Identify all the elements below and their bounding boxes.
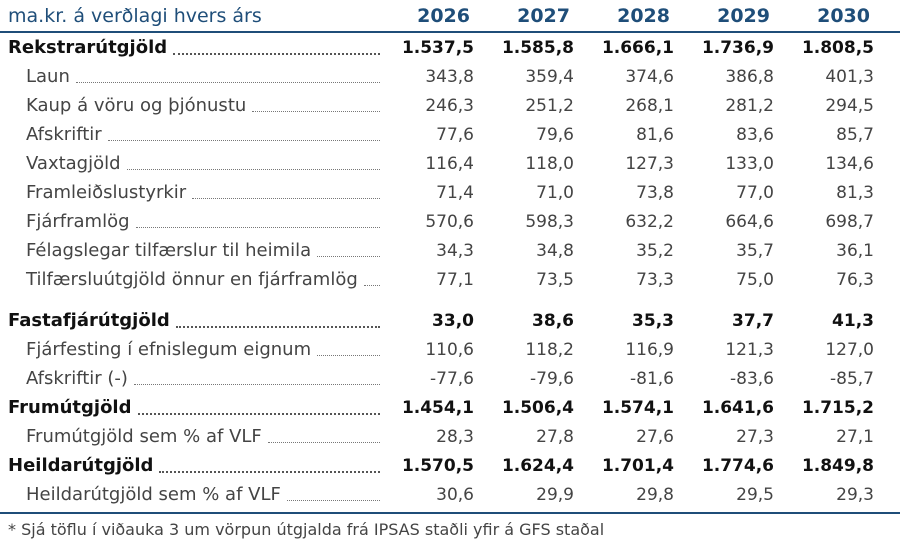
value-cell: 598,3 [525, 211, 574, 232]
value-cell: 27,3 [736, 426, 774, 447]
value-cell: 386,8 [725, 66, 774, 87]
value-cell: 134,6 [825, 153, 874, 174]
row-label [0, 240, 384, 261]
dot-leader [252, 111, 380, 112]
value-cell: 1.736,9 [701, 37, 774, 58]
value-cell: 81,3 [836, 182, 874, 203]
dot-leader [127, 169, 380, 170]
row-label-text: Fjárfesting í efnislegum eignum [26, 339, 312, 360]
value-cell: 77,0 [736, 182, 774, 203]
value-cell: 1.666,1 [601, 37, 674, 58]
value-cell: 83,6 [736, 124, 774, 145]
value-cell: 27,1 [836, 426, 874, 447]
value-cell: 1.537,5 [401, 37, 474, 58]
table-row-total [0, 451, 900, 480]
row-label [0, 426, 384, 447]
dot-leader [176, 326, 380, 328]
dot-leader [134, 384, 380, 385]
value-cell: 1.624,4 [501, 455, 574, 476]
row-label [0, 66, 384, 87]
row-label-text: Frumútgjöld [8, 397, 132, 418]
value-cell: 343,8 [425, 66, 474, 87]
value-cell: 1.808,5 [801, 37, 874, 58]
table-row [0, 236, 900, 265]
row-label [0, 397, 384, 418]
footnote: * Sjá töflu í viðauka 3 um vörpun útgjalda frá IPSAS staðli yfir á GFS staðal [8, 520, 605, 539]
row-label [0, 95, 384, 116]
table-row [0, 422, 900, 451]
row-label-text: Afskriftir (-) [26, 368, 128, 389]
table-header [0, 0, 900, 33]
value-cell: 85,7 [836, 124, 874, 145]
dot-leader [173, 53, 380, 55]
table-body [0, 33, 900, 509]
row-label-text: Félagslegar tilfærslur til heimila [26, 240, 312, 261]
row-label-text: Fjárframlög [26, 211, 130, 232]
year-header: 2027 [517, 5, 570, 27]
row-label-text: Tilfærsluútgjöld önnur en fjárframlög [26, 269, 358, 290]
row-label [0, 339, 384, 360]
table-row [0, 480, 900, 509]
row-label-text: Heildarútgjöld sem % af VLF [26, 484, 281, 505]
value-cell: 35,7 [736, 240, 774, 261]
value-cell: 29,9 [536, 484, 574, 505]
value-cell: -79,6 [530, 368, 574, 389]
dot-leader [159, 471, 380, 473]
table-row [0, 91, 900, 120]
value-cell: 116,9 [625, 339, 674, 360]
table-row [0, 265, 900, 294]
value-cell: 79,6 [536, 124, 574, 145]
value-cell: -77,6 [430, 368, 474, 389]
value-cell: 33,0 [432, 310, 474, 331]
table-row [0, 364, 900, 393]
row-label-text: Laun [26, 66, 70, 87]
row-label [0, 211, 384, 232]
table-row [0, 62, 900, 91]
table-row [0, 207, 900, 236]
row-label [0, 153, 384, 174]
table-row [0, 335, 900, 364]
value-cell: 73,3 [636, 269, 674, 290]
table-row-total [0, 306, 900, 335]
row-label [0, 310, 384, 331]
value-cell: -85,7 [830, 368, 874, 389]
row-label [0, 269, 384, 290]
value-cell: 71,0 [536, 182, 574, 203]
value-cell: 118,0 [525, 153, 574, 174]
value-cell: 73,5 [536, 269, 574, 290]
dot-leader [287, 500, 380, 501]
value-cell: 1.570,5 [401, 455, 474, 476]
value-cell: 251,2 [525, 95, 574, 116]
year-header: 2026 [417, 5, 470, 27]
value-cell: 1.506,4 [501, 397, 574, 418]
value-cell: 127,3 [625, 153, 674, 174]
value-cell: 34,3 [436, 240, 474, 261]
value-cell: 29,3 [836, 484, 874, 505]
row-label-text: Vaxtagjöld [26, 153, 121, 174]
value-cell: 1.849,8 [801, 455, 874, 476]
table-row [0, 149, 900, 178]
value-cell: 374,6 [625, 66, 674, 87]
value-cell: 81,6 [636, 124, 674, 145]
row-label-text: Heildarútgjöld [8, 455, 154, 476]
table-row-total [0, 33, 900, 62]
value-cell: 28,3 [436, 426, 474, 447]
year-header: 2030 [817, 5, 870, 27]
value-cell: 1.715,2 [801, 397, 874, 418]
value-cell: 41,3 [832, 310, 874, 331]
value-cell: 246,3 [425, 95, 474, 116]
table-row-total [0, 393, 900, 422]
unit-caption: ma.kr. á verðlagi hvers árs [8, 5, 262, 27]
row-label-text: Fastafjárútgjöld [8, 310, 170, 331]
row-label-text: Afskriftir [26, 124, 102, 145]
value-cell: 664,6 [725, 211, 774, 232]
row-label [0, 37, 384, 58]
value-cell: 36,1 [836, 240, 874, 261]
value-cell: -81,6 [630, 368, 674, 389]
dot-leader [364, 285, 380, 286]
value-cell: 127,0 [825, 339, 874, 360]
value-cell: 1.585,8 [501, 37, 574, 58]
value-cell: 35,3 [632, 310, 674, 331]
year-header: 2028 [617, 5, 670, 27]
value-cell: 29,8 [636, 484, 674, 505]
dot-leader [317, 256, 380, 257]
value-cell: 116,4 [425, 153, 474, 174]
value-cell: 1.574,1 [601, 397, 674, 418]
row-label [0, 455, 384, 476]
value-cell: 73,8 [636, 182, 674, 203]
value-cell: 71,4 [436, 182, 474, 203]
row-label-text: Frumútgjöld sem % af VLF [26, 426, 262, 447]
table-row [0, 120, 900, 149]
value-cell: 268,1 [625, 95, 674, 116]
dot-leader [268, 442, 380, 443]
dot-leader [136, 227, 380, 228]
value-cell: 37,7 [732, 310, 774, 331]
value-cell: 1.701,4 [601, 455, 674, 476]
year-header: 2029 [717, 5, 770, 27]
row-label-text: Rekstrarútgjöld [8, 37, 168, 58]
value-cell: 27,6 [636, 426, 674, 447]
value-cell: 76,3 [836, 269, 874, 290]
table-row [0, 178, 900, 207]
row-label [0, 368, 384, 389]
value-cell: 294,5 [825, 95, 874, 116]
value-cell: -83,6 [730, 368, 774, 389]
dot-leader [317, 355, 380, 356]
value-cell: 77,1 [436, 269, 474, 290]
value-cell: 401,3 [825, 66, 874, 87]
value-cell: 77,6 [436, 124, 474, 145]
value-cell: 281,2 [725, 95, 774, 116]
value-cell: 121,3 [725, 339, 774, 360]
row-label-text: Kaup á vöru og þjónustu [26, 95, 247, 116]
value-cell: 30,6 [436, 484, 474, 505]
row-label [0, 484, 384, 505]
value-cell: 359,4 [525, 66, 574, 87]
value-cell: 75,0 [736, 269, 774, 290]
row-label [0, 124, 384, 145]
dot-leader [108, 140, 380, 141]
row-label-text: Framleiðslustyrkir [26, 182, 187, 203]
value-cell: 38,6 [532, 310, 574, 331]
value-cell: 35,2 [636, 240, 674, 261]
value-cell: 29,5 [736, 484, 774, 505]
value-cell: 118,2 [525, 339, 574, 360]
value-cell: 27,8 [536, 426, 574, 447]
row-label [0, 182, 384, 203]
value-cell: 34,8 [536, 240, 574, 261]
value-cell: 133,0 [725, 153, 774, 174]
value-cell: 632,2 [625, 211, 674, 232]
dot-leader [138, 413, 381, 415]
value-cell: 1.454,1 [401, 397, 474, 418]
value-cell: 698,7 [825, 211, 874, 232]
value-cell: 1.641,6 [701, 397, 774, 418]
value-cell: 1.774,6 [701, 455, 774, 476]
value-cell: 110,6 [425, 339, 474, 360]
value-cell: 570,6 [425, 211, 474, 232]
dot-leader [192, 198, 380, 199]
dot-leader [76, 82, 380, 83]
